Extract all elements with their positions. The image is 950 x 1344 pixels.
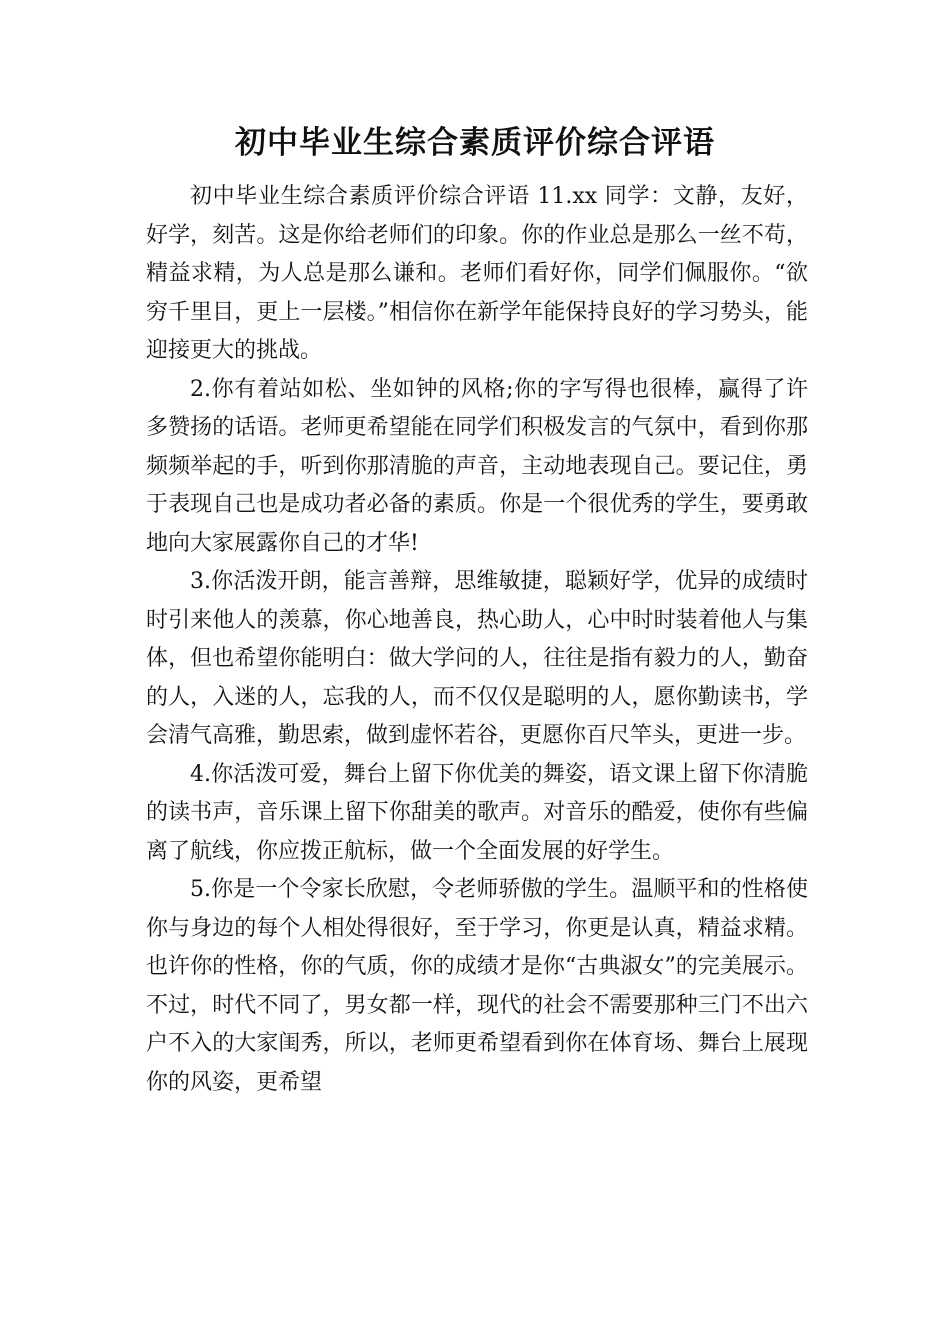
paragraph-3: 3.你活泼开朗，能言善辩，思维敏捷，聪颖好学，优异的成绩时时引来他人的羡慕，你心地善良，热心助人，心中时时装着他人与集体，但也希望你能明白：做大学问的人，往往是指有毅力的人，勤奋的人，入迷的人，忘我的人，而不仅仅是聪明的人，愿你勤读书，学会清气高雅，勤思索，做到虚怀若谷，更愿你百尺竿头，更进一步。 [146,569,808,748]
paragraph-2: 2.你有着站如松、坐如钟的风格;你的字写得也很棒，赢得了许多赞扬的话语。老师更希望能在同学们积极发言的气氛中，看到你那频频举起的手，听到你那清脆的声音，主动地表现自己。要记住，勇于表现自己也是成功者必备的素质。你是一个很优秀的学生，要勇敢地向大家展露你自己的才华! [146,376,808,556]
document-body [146,178,808,1102]
document-title: 初中毕业生综合素质评价综合评语 [235,125,715,161]
paragraph-1: 初中毕业生综合素质评价综合评语 11.xx 同学：文静，友好，好学，刻苦。这是你给老师们的印象。你的作业总是那么一丝不苟，精益求精，为人总是那么谦和。老师们看好你，同学们佩服你。“欲穷千里目，更上一层楼。”相信你在新学年能保持良好的学习势头，能迎接更大的挑战。 [146,184,808,363]
paragraph-5: 5.你是一个令家长欣慰，令老师骄傲的学生。温顺平和的性格使你与身边的每个人相处得很好，至于学习，你更是认真，精益求精。也许你的性格，你的气质，你的成绩才是你“古典淑女”的完美展示。不过，时代不同了，男女都一样，现代的社会不需要那种三门不出六户不入的大家闺秀，所以，老师更希望看到你在体育场、舞台上展现你的风姿，更希望 [146,877,808,1095]
paragraph-4: 4.你活泼可爱，舞台上留下你优美的舞姿，语文课上留下你清脆的读书声，音乐课上留下你甜美的歌声。对音乐的酷爱，使你有些偏离了航线，你应拨正航标，做一个全面发展的好学生。 [146,761,808,864]
